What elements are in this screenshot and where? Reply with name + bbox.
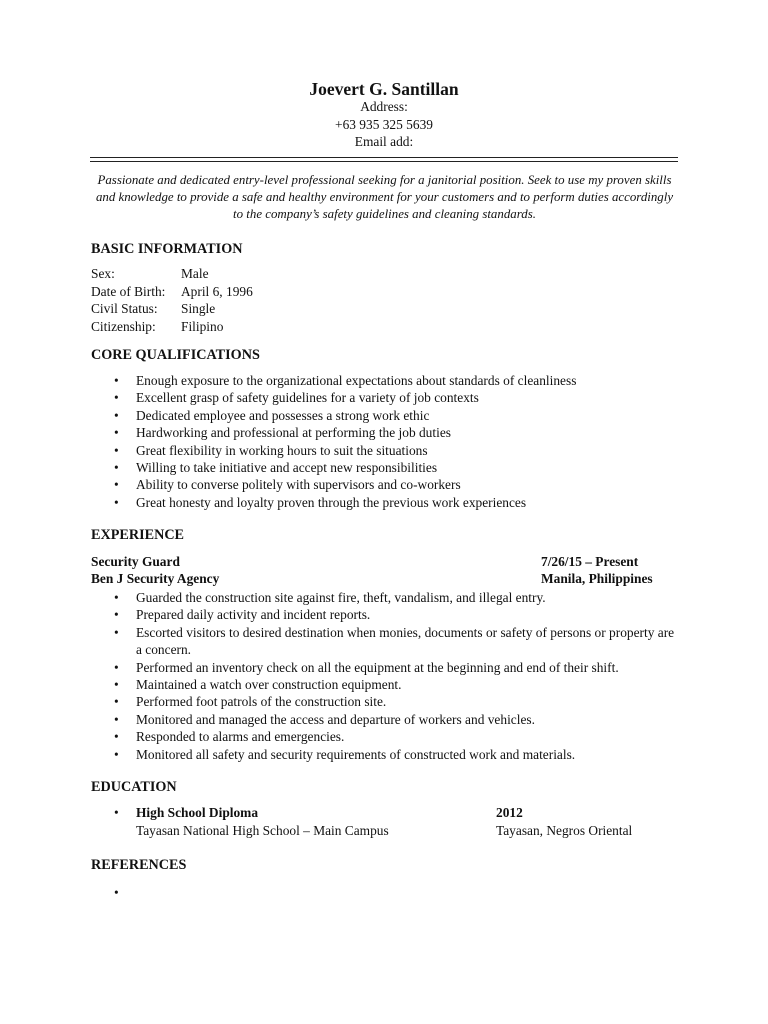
info-row-date-of-birth <box>91 283 253 301</box>
objective-statement: Passionate and dedicated entry-level professional seeking for a janitorial position. Seek to use my proven skills and knowledge to provide a safe and healthy environment for your customers and to perform duties accordingly to the company’s safety guidelines and cleaning standards. <box>95 173 674 221</box>
list-item: • Excellent grasp of safety guidelines for a variety of job contexts <box>91 389 576 406</box>
applicant-name: Joevert G. Santillan <box>309 79 459 99</box>
list-item: • Maintained a watch over construction equipment. <box>91 676 681 693</box>
experience-heading: EXPERIENCE <box>91 527 185 543</box>
core-qualifications-list <box>91 372 576 511</box>
job-location: Manila, Philippines <box>541 571 653 586</box>
list-item: • Monitored and managed the access and departure of workers and vehicles. <box>91 711 681 728</box>
basic-information-heading: BASIC INFORMATION <box>91 241 243 257</box>
job-title-row <box>91 553 681 571</box>
info-row-sex <box>91 265 253 283</box>
email-label: Email add: <box>354 134 414 150</box>
phone-number: +63 935 325 5639 <box>335 116 433 132</box>
list-item: • Enough exposure to the organizational expectations about standards of cleanliness <box>91 372 576 389</box>
info-row-citizenship <box>91 318 253 336</box>
education-entry <box>91 804 681 839</box>
list-item: • Hardworking and professional at performing the job duties <box>91 424 576 441</box>
list-item: • Monitored all safety and security requirements of constructed work and materials. <box>91 746 681 763</box>
education-heading: EDUCATION <box>91 779 177 795</box>
list-item: • Performed foot patrols of the construction site. <box>91 693 681 710</box>
list-item: • Great honesty and loyalty proven through the previous work experiences <box>91 494 576 511</box>
references-bullet-icon: • <box>114 885 119 900</box>
header-divider-thick <box>90 157 678 158</box>
basic-information-table <box>91 265 253 335</box>
list-item: • Prepared daily activity and incident reports. <box>91 606 681 623</box>
job-company: Ben J Security Agency <box>91 571 220 586</box>
list-item: • Performed an inventory check on all the equipment at the beginning and end of their shift. <box>91 659 681 676</box>
info-label: Civil Status: <box>91 301 158 317</box>
education-location: Tayasan, Negros Oriental <box>496 822 633 838</box>
education-school: Tayasan National High School – Main Campus <box>136 822 389 838</box>
list-item: • Dedicated employee and possesses a strong work ethic <box>91 407 576 424</box>
education-row-1 <box>91 804 681 822</box>
list-item: • Guarded the construction site against fire, theft, vandalism, and illegal entry. <box>91 589 681 606</box>
info-row-civil-status <box>91 300 253 318</box>
education-row-2 <box>91 822 681 840</box>
info-value: Filipino <box>181 318 224 334</box>
list-item: • Escorted visitors to desired destination when monies, documents or safety of persons or property are a concern. <box>91 624 681 659</box>
info-label: Sex: <box>91 266 115 281</box>
list-item: • Great flexibility in working hours to suit the situations <box>91 442 576 459</box>
info-value: Male <box>181 266 209 281</box>
info-value: Single <box>181 301 216 317</box>
info-value: April 6, 1996 <box>181 283 253 299</box>
header-divider-thin <box>90 161 678 162</box>
list-item: • Willing to take initiative and accept new responsibilities <box>91 459 576 476</box>
education-degree: High School Diploma <box>136 805 259 820</box>
job-dates: 7/26/15 – Present <box>541 554 639 569</box>
info-label: Date of Birth: <box>91 283 166 299</box>
education-year: 2012 <box>496 805 523 820</box>
bullet-icon: • <box>114 805 119 820</box>
list-item: • Responded to alarms and emergencies. <box>91 728 681 745</box>
references-heading: REFERENCES <box>91 857 187 873</box>
info-label: Citizenship: <box>91 318 156 334</box>
core-qualifications-heading: CORE QUALIFICATIONS <box>91 347 260 363</box>
list-item: • Ability to converse politely with supervisors and co-workers <box>91 476 576 493</box>
job-company-row <box>91 570 681 588</box>
contact-block <box>0 98 768 151</box>
address-label: Address: <box>360 99 408 114</box>
experience-duties-list <box>91 589 681 763</box>
job-position: Security Guard <box>91 554 180 569</box>
